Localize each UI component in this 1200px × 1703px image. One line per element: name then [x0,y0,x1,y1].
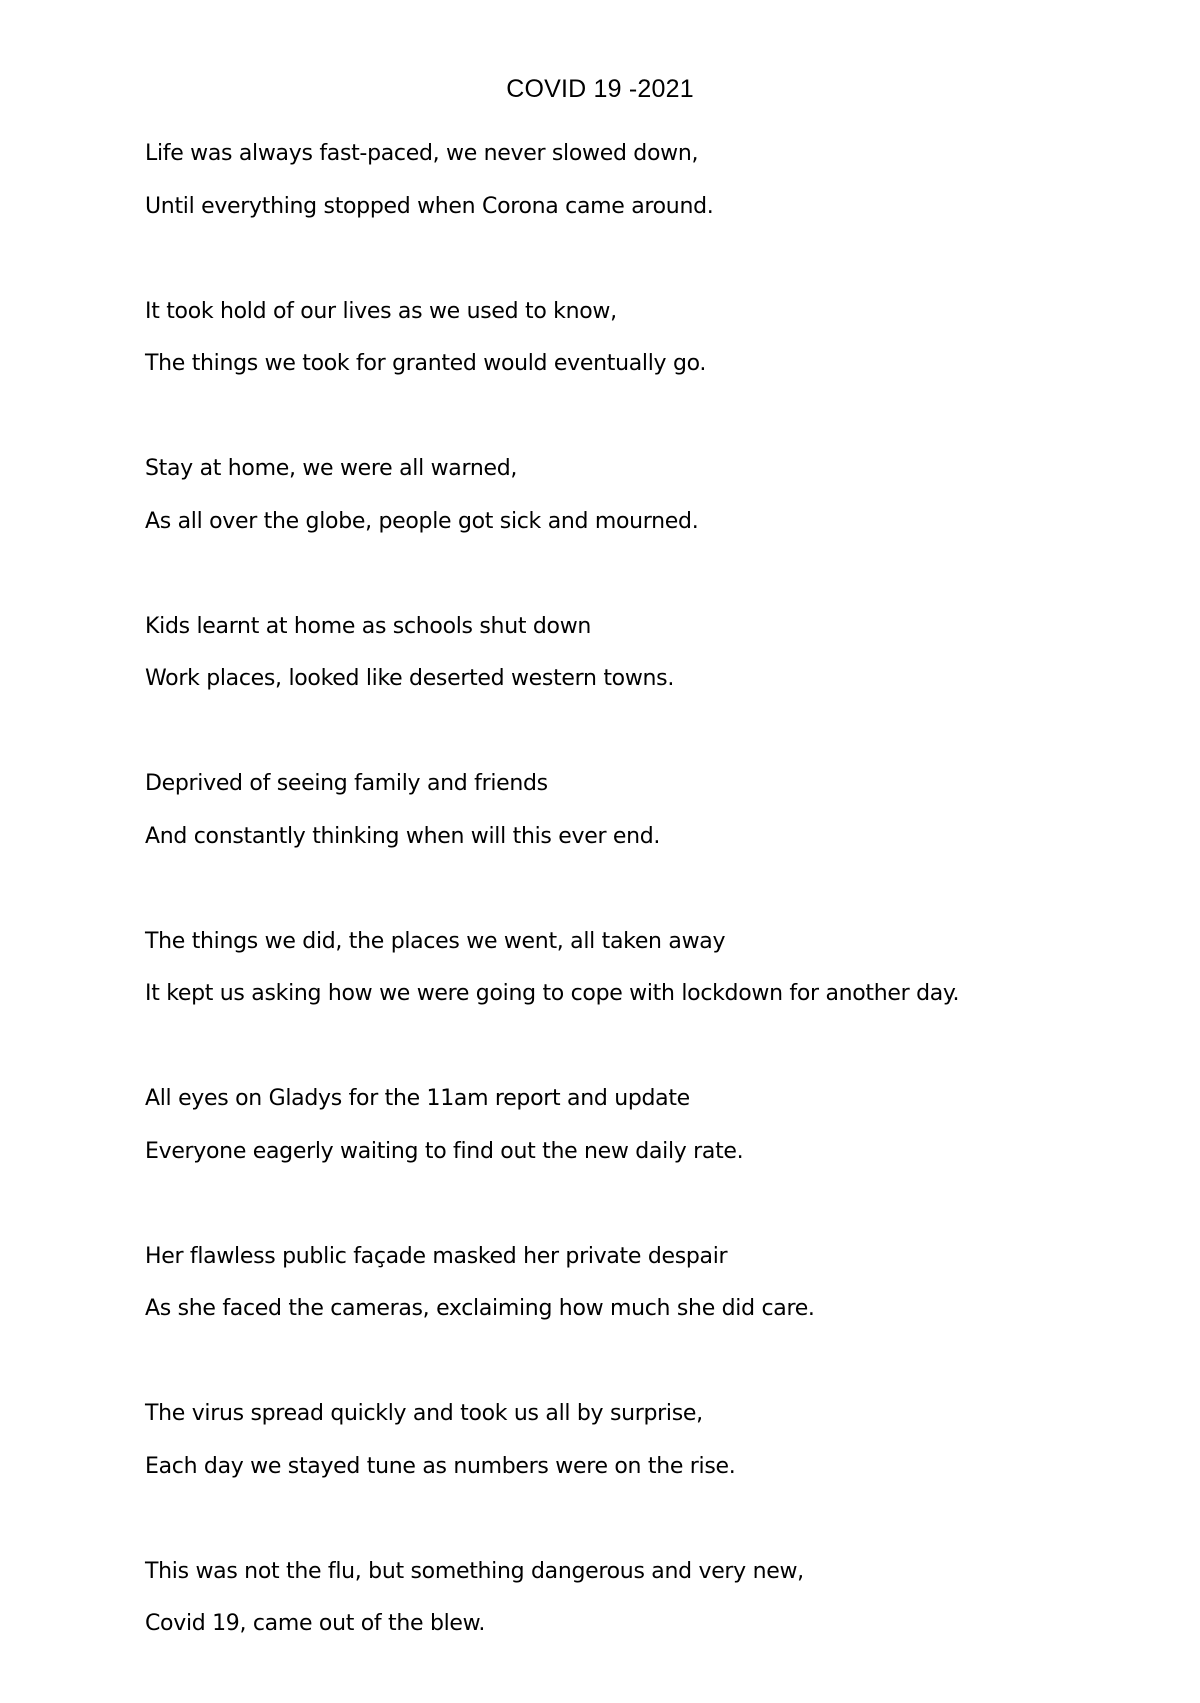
poem-line: It kept us asking how we were going to cope with lockdown for another day. [145,968,1155,1021]
stanza [145,1388,1155,1546]
stanza [145,286,1155,444]
poem-line: The things we did, the places we went, all taken away [145,916,1155,969]
poem-line: Her flawless public façade masked her private despair [145,1231,1155,1284]
poem-line: Stay at home, we were all warned, [145,443,1155,496]
poem-body [145,128,1155,1703]
poem-line: Deprived of seeing family and friends [145,758,1155,811]
stanza [145,1231,1155,1389]
poem-line: All eyes on Gladys for the 11am report and update [145,1073,1155,1126]
stanza [145,601,1155,759]
poem-line: Kids learnt at home as schools shut down [145,601,1155,654]
poem-line: Life was always fast-paced, we never slowed down, [145,128,1155,181]
poem-line: Work places, looked like deserted western towns. [145,653,1155,706]
stanza [145,1546,1155,1703]
stanza [145,443,1155,601]
poem-line: And constantly thinking when will this ever end. [145,811,1155,864]
poem-line: Each day we stayed tune as numbers were on the rise. [145,1441,1155,1494]
poem-line: Until everything stopped when Corona came around. [145,181,1155,234]
stanza [145,758,1155,916]
poem-line: The things we took for granted would eventually go. [145,338,1155,391]
stanza [145,916,1155,1074]
poem-line: The virus spread quickly and took us all by surprise, [145,1388,1155,1441]
poem-line: It took hold of our lives as we used to know, [145,286,1155,339]
stanza [145,128,1155,286]
poem-line: This was not the flu, but something dangerous and very new, [145,1546,1155,1599]
poem-line: Everyone eagerly waiting to find out the new daily rate. [145,1126,1155,1179]
poem-line: As all over the globe, people got sick and mourned. [145,496,1155,549]
poem-line: Covid 19, came out of the blew. [145,1598,1155,1651]
poem-line: As she faced the cameras, exclaiming how much she did care. [145,1283,1155,1336]
stanza [145,1073,1155,1231]
poem-title: COVID 19 -2021 [0,72,1200,106]
